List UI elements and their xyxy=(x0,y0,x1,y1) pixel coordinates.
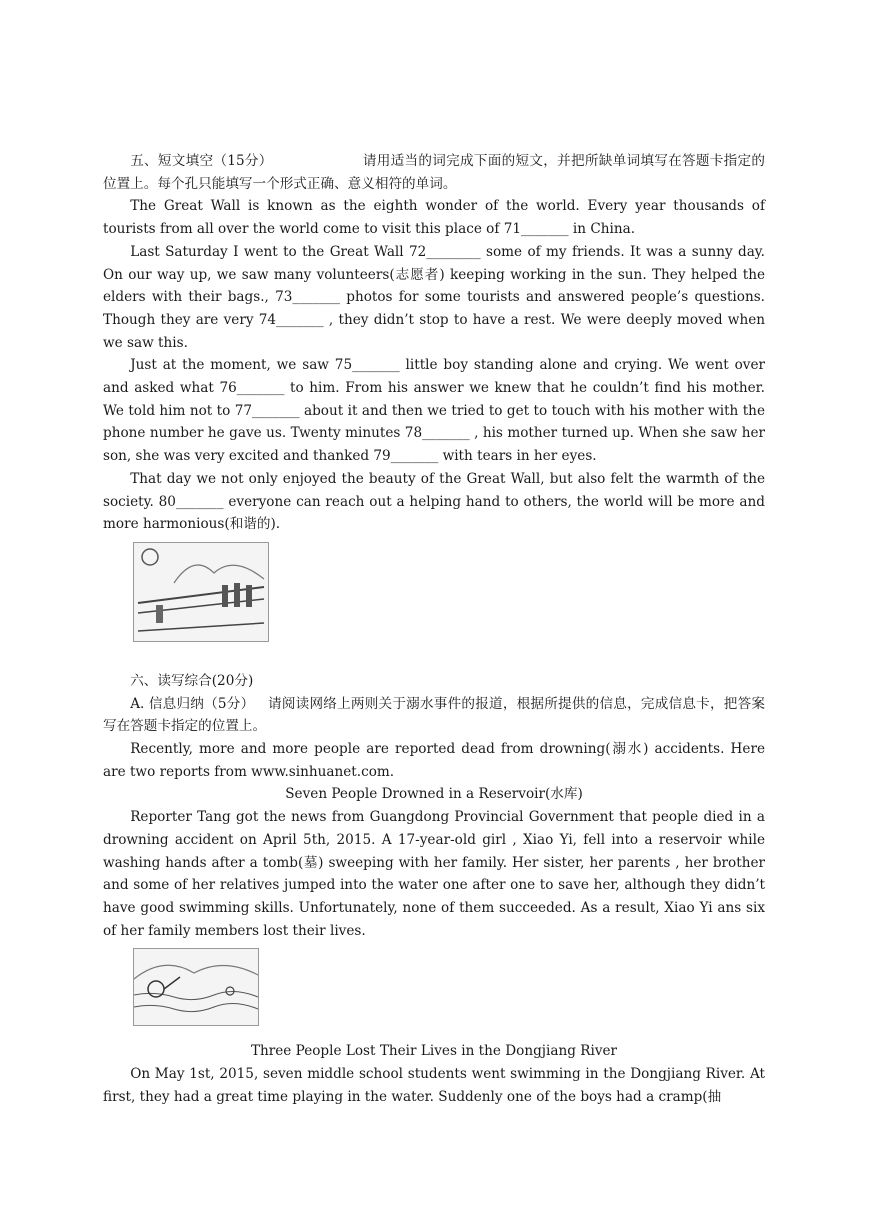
reports-intro: Recently, more and more people are reported dead from drowning(溺水) accidents. Here are two reports from www.sinhuanet.com. xyxy=(103,741,765,780)
report1-title: Seven People Drowned in a Reservoir(水库) xyxy=(285,786,583,803)
section5-heading: 五、短文填空（15分） xyxy=(130,153,273,169)
partA-label: A. 信息归纳（5分） xyxy=(130,695,255,712)
section5-paragraph-2: Last Saturday I went to the Great Wall 72________ some of my friends. It was a sunny day. On our way up, we saw many volunteers(志愿者) keeping working in the sun. They helped the elders with their bags., 73_______ photos for some tourists and answered people’s questions. Though they are very 74_______ , they didn’t stop to have a rest. We were deeply moved when we saw this. xyxy=(103,243,765,351)
section5-paragraph-1: The Great Wall is known as the eighth wonder of the world. Every year thousands of tourists from all over the world come to visit this place of 71_______ in China. xyxy=(103,198,765,238)
section5-instruction: 请用适当的词完成下面的短文，并把所缺单词填写在答题卡指定的位置上。每个孔只能填写一个形式正确、意义相符的单词。 xyxy=(103,153,766,192)
drowning-illustration xyxy=(133,948,259,1026)
section5-heading-line xyxy=(103,150,765,195)
section6-heading: 六、读写综合(20分) xyxy=(130,672,254,689)
report2-body: On May 1st, 2015, seven middle school students went swimming in the Dongjiang River. At first, they had a great time playing in the water. Suddenly one of the boys had a cramp(抽 xyxy=(103,1066,765,1105)
document-content xyxy=(103,150,765,1109)
section5-paragraph-4: That day we not only enjoyed the beauty of the Great Wall, but also felt the warmth of the society. 80_______ everyone can reach out a helping hand to others, the world will be more and more harmonious(和谐的). xyxy=(103,470,765,533)
report1-body: Reporter Tang got the news from Guangdong Provincial Government that people died in a drowning accident on April 5th, 2015. A 17-year-old girl , Xiao Yi, fell into a reservoir while washing hands after a tomb(墓) sweeping with her family. Her sister, her parents , her brother and some of her relatives jumped into the water one after one to save her, although they didn’t have good swimming skills. Unfortunately, none of them succeeded. As a result, Xiao Yi ans six of her family members lost their lives. xyxy=(103,809,765,939)
section5-paragraph-3: Just at the moment, we saw 75_______ little boy standing alone and crying. We went over and asked what 76_______ to him. From his answer we knew that he couldn’t find his mother. We told him not to 77_______ about it and then we tried to get to touch with his mother with the phone number he gave us. Twenty minutes 78_______ , his mother turned up. When she saw her son, she was very excited and thanked 79_______ with tears in her eyes. xyxy=(103,357,765,465)
great-wall-illustration xyxy=(133,542,269,642)
report2-title: Three People Lost Their Lives in the Dongjiang River xyxy=(250,1043,618,1060)
partA-instruction: 请阅读网络上两则关于溺水事件的报道，根据所提供的信息，完成信息卡，把答案写在答题卡指定的位置上。 xyxy=(103,695,766,735)
partA-line xyxy=(103,693,765,738)
